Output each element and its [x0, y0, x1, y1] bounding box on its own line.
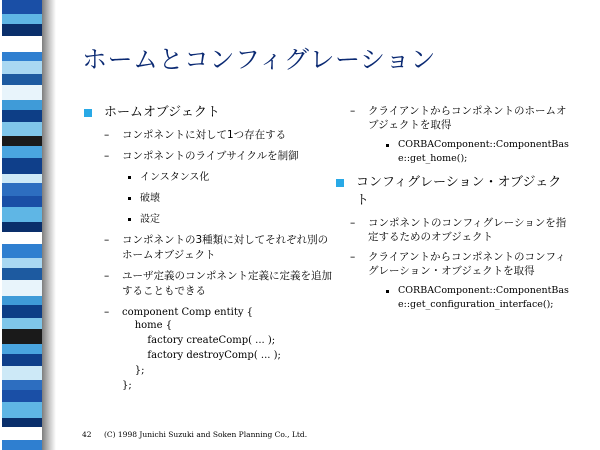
stripe-block [2, 280, 42, 296]
stripe-block [2, 14, 42, 24]
section-label: コンフィグレーション・オブジェクト [356, 175, 562, 208]
code-line: CORBAComponent::ComponentBase::get_configuration_interface(); [398, 285, 569, 310]
list-item: – ユーザ定義のコンポネント定義に定義を追加することもできる [104, 270, 332, 297]
code-block [82, 318, 332, 393]
dot-bullet-icon [386, 144, 389, 147]
square-bullet-icon [84, 109, 92, 117]
stripe-block [2, 174, 42, 183]
stripe-block [2, 418, 42, 427]
stripe-block [2, 136, 42, 146]
stripe-block [2, 24, 42, 36]
list-item-text: クライアントからコンポネントのホームオブジェクトを取得 [368, 105, 567, 131]
code-line: factory destroyComp( ... ); [122, 350, 281, 361]
stripe-block [2, 36, 42, 52]
code-line: }; [122, 380, 132, 391]
list-item: – クライアントからコンポネントのコンフィグレーション・オブジェクトを取得 [350, 251, 566, 277]
stripe-block [2, 196, 42, 207]
stripe-block [2, 296, 42, 305]
list-item-text: コンポネントに対して1つ存在する [122, 129, 287, 141]
stripe-block [2, 122, 42, 136]
list-item: – クライアントからコンポネントのホームオブジェクトを取得 [350, 105, 567, 131]
dot-bullet-icon [128, 176, 131, 179]
stripe-block [2, 85, 42, 100]
stripe-block [2, 329, 42, 344]
list-item-text: コンポネントの3種類に対してそれぞれ別のホームオブジェクト [122, 234, 329, 261]
stripe-block [2, 318, 42, 329]
stripe-block [2, 244, 42, 258]
stripe-block [2, 222, 42, 232]
stripe-block [2, 390, 42, 402]
stripe-shadow [42, 0, 56, 450]
stripe-block [2, 52, 42, 61]
sub-list-item [82, 212, 332, 227]
stripe-block [2, 74, 42, 85]
sub-list-item [82, 191, 332, 206]
stripe-block [2, 110, 42, 122]
stripe-block [2, 354, 42, 366]
sub-list-item [330, 284, 570, 312]
list-item-text: クライアントからコンポネントのコンフィグレーション・オブジェクトを取得 [368, 251, 566, 277]
code-line: CORBAComponent::ComponentBase::get_home(); [398, 139, 569, 164]
sub-list-item-text: 設定 [140, 214, 160, 225]
sub-list-item [330, 138, 570, 166]
dot-bullet-icon [128, 197, 131, 200]
stripe-block [2, 158, 42, 174]
code-line: }; [122, 365, 145, 376]
stripe-block [2, 232, 42, 244]
stripe-block [2, 183, 42, 196]
list-item: – コンポネントのライブサイクルを制御 [104, 150, 299, 162]
stripe-block [2, 100, 42, 110]
slide-title: ホームとコンフィグレーション [82, 45, 437, 74]
right-column [330, 104, 570, 320]
list-item-text: コンポネントのライブサイクルを制御 [122, 150, 299, 162]
stripe-block [2, 61, 42, 74]
list-item: – コンポネントの3種類に対してそれぞれ別のホームオブジェクト [104, 234, 329, 261]
dot-bullet-icon [386, 290, 389, 293]
stripe-block [2, 268, 42, 280]
stripe-block [2, 207, 42, 222]
sub-list-item-text: 破壊 [140, 193, 160, 204]
dot-bullet-icon [128, 218, 131, 221]
square-bullet-icon [336, 179, 344, 187]
stripe-block [2, 344, 42, 354]
section-configuration-object [330, 174, 570, 210]
sub-list-item-text: インスタンス化 [140, 172, 210, 183]
stripe-block [2, 305, 42, 318]
copyright-text: (C) 1998 Junichi Suzuki and Soken Planning Co., Ltd. [103, 430, 308, 439]
code-line: factory createComp( ... ); [122, 335, 276, 346]
decorative-stripe [0, 0, 56, 450]
stripe-block [2, 366, 42, 380]
list-item: – コンポネントのコンフィグレーションを指定するためのオブジェクト [350, 217, 567, 243]
page-number: 42 [82, 430, 92, 439]
list-item: – コンポネントに対して1つ存在する [104, 129, 287, 141]
stripe-block [2, 427, 42, 440]
stripe-block [2, 0, 42, 14]
list-item-text: コンポネントのコンフィグレーションを指定するためのオブジェクト [368, 217, 567, 243]
code-line: home { [122, 320, 173, 331]
stripe-block [2, 440, 42, 450]
stripe-block [2, 402, 42, 418]
code-line: component Comp entity { [122, 307, 254, 318]
footer [82, 430, 307, 439]
stripe-block [2, 258, 42, 268]
left-column [82, 104, 332, 393]
stripe-block [2, 380, 42, 390]
stripe-block [2, 146, 42, 158]
section-label: ホームオブジェクト [104, 105, 220, 120]
section-home-object [82, 104, 332, 122]
list-item-code: – component Comp entity { [104, 306, 254, 318]
sub-list-item [82, 170, 332, 185]
list-item-text: ユーザ定義のコンポネント定義に定義を追加することもできる [122, 270, 332, 297]
